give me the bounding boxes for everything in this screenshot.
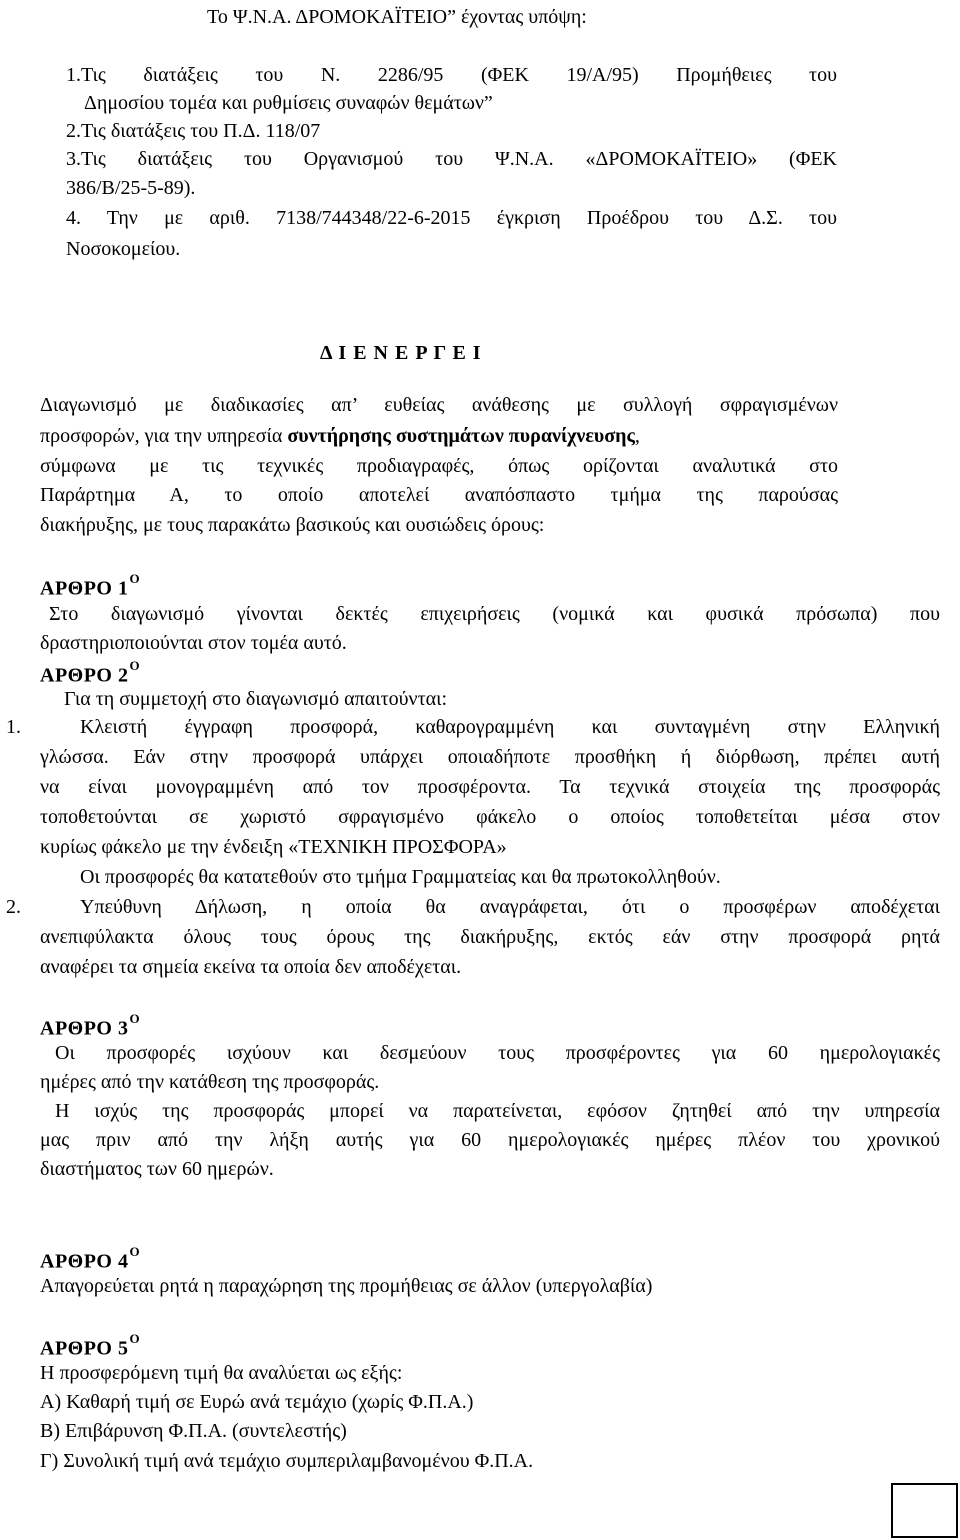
article-1-line-2: δραστηριοποιούνται στον τομέα αυτό.	[40, 632, 347, 654]
article-3-line-1: Οι προσφορές ισχύουν και δεσμεύουν τους προσφέροντες για 60 ημερολογιακές	[55, 1042, 940, 1064]
article-5-item-a: Α) Καθαρή τιμή σε Ευρώ ανά τεμάχιο (χωρίς Φ.Π.Α.)	[40, 1391, 474, 1413]
article-5-item-c: Γ) Συνολική τιμή ανά τεμάχιο συμπεριλαμβανομένου Φ.Π.Α.	[40, 1450, 534, 1472]
article-2-item-2-line-3: αναφέρει τα σημεία εκείνα τα οποία δεν αποδέχεται.	[40, 956, 462, 978]
article-3-heading	[40, 1012, 140, 1040]
preamble-line-3: σύμφωνα με τις τεχνικές προδιαγραφές, όπως ορίζονται αναλυτικά στο	[40, 455, 838, 477]
preamble-line-5: διακήρυξης, με τους παρακάτω βασικούς και ουσιώδεις όρους:	[40, 514, 545, 536]
article-ordinal-mark: Ο	[129, 1331, 141, 1346]
preamble-line-1: Διαγωνισμό με διαδικασίες απ’ ευθείας ανάθεσης με συλλογή σφραγισμένων	[40, 394, 838, 416]
article-2-item-1-number: 1.	[6, 716, 21, 738]
consideration-1-line-1: 1.Τις διατάξεις του Ν. 2286/95 (ΦΕΚ 19/Α/95) Προμήθειες του	[66, 64, 837, 86]
article-2-intro: Για τη συμμετοχή στο διαγωνισμό απαιτούνται:	[64, 688, 448, 710]
service-subject: συντήρησης συστημάτων πυρανίχνευσης	[287, 425, 635, 447]
consideration-2: 2.Τις διατάξεις του Π.Δ. 118/07	[66, 120, 321, 142]
article-5-item-b: Β) Επιβάρυνση Φ.Π.Α. (συντελεστής)	[40, 1420, 347, 1442]
article-2-item-1-line-1: Κλειστή έγγραφη προσφορά, καθαρογραμμένη και συνταγμένη στην Ελληνική	[80, 716, 940, 738]
article-2-item-1-line-2: γλώσσα. Εάν στην προσφορά υπάρχει οποιαδήποτε προσθήκη ή διόρθωση, πρέπει αυτή	[40, 746, 940, 768]
article-5-line-1: Η προσφερόμενη τιμή θα αναλύεται ως εξής:	[40, 1362, 403, 1384]
article-2-item-2-line-2: ανεπιφύλακτα όλους τους όρους της διακήρυξης, εκτός εάν στην προσφορά ρητά	[40, 926, 940, 948]
article-number: 1	[118, 577, 129, 600]
article-3-line-3: Η ισχύς της προσφοράς μπορεί να παρατείνεται, εφόσον ζητηθεί από την υπηρεσία	[55, 1100, 940, 1122]
article-word: ΑΡΘΡΟ	[40, 1337, 113, 1360]
preamble-line-4: Παράρτημα Α, το οποίο αποτελεί αναπόσπαστο τμήμα της παρούσας	[40, 484, 838, 506]
article-ordinal-mark: Ο	[129, 571, 141, 586]
article-4-heading	[40, 1245, 140, 1273]
consideration-3-line-2: 386/Β/25-5-89).	[66, 177, 196, 199]
article-1-heading	[40, 572, 140, 600]
article-word: ΑΡΘΡΟ	[40, 1250, 113, 1273]
article-2-item-2-number: 2.	[6, 896, 21, 918]
article-5-heading	[40, 1332, 140, 1360]
article-2-heading	[40, 659, 140, 687]
article-3-line-5: διαστήματος των 60 ημερών.	[40, 1158, 274, 1180]
preamble-line-2-comma: ,	[634, 425, 640, 447]
article-word: ΑΡΘΡΟ	[40, 577, 113, 600]
article-number: 4	[118, 1250, 129, 1273]
article-ordinal-mark: Ο	[129, 658, 141, 673]
article-number: 5	[118, 1337, 129, 1360]
preamble-line-2-text: προσφορών, για την υπηρεσία	[40, 425, 288, 447]
article-word: ΑΡΘΡΟ	[40, 1017, 113, 1040]
article-ordinal-mark: Ο	[129, 1244, 141, 1259]
article-number: 2	[118, 664, 129, 687]
article-2-item-1-line-6: Οι προσφορές θα κατατεθούν στο τμήμα Γραμματείας και θα πρωτοκολληθούν.	[80, 866, 721, 888]
article-word: ΑΡΘΡΟ	[40, 664, 113, 687]
consideration-4-line-1: 4. Την με αριθ. 7138/744348/22-6-2015 έγκριση Προέδρου του Δ.Σ. του	[66, 207, 837, 229]
decision-heading: Δ Ι Ε Ν Ε Ρ Γ Ε Ι	[320, 342, 482, 364]
article-2-item-2-line-1: Υπεύθυνη Δήλωση, η οποία θα αναγράφεται, ότι ο προσφέρων αποδέχεται	[80, 896, 940, 918]
page-number-box	[891, 1483, 958, 1538]
preamble-line-2	[40, 425, 640, 447]
article-2-item-1-line-3: να είναι μονογραμμένη από τον προσφέροντα. Τα τεχνικά στοιχεία της προσφοράς	[40, 776, 940, 798]
article-ordinal-mark: Ο	[129, 1011, 141, 1026]
article-3-line-2: ημέρες από την κατάθεση της προσφοράς.	[40, 1071, 380, 1093]
consideration-4-line-2: Νοσοκομείου.	[66, 238, 181, 260]
article-2-item-1-line-5: κυρίως φάκελο με την ένδειξη «ΤΕΧΝΙΚΗ ΠΡΟΣΦΟΡΑ»	[40, 836, 507, 858]
consideration-3-line-1: 3.Τις διατάξεις του Οργανισμού του Ψ.Ν.Α. «ΔΡΟΜΟΚΑΪΤΕΙΟ» (ΦΕΚ	[66, 148, 837, 170]
article-4-line-1: Απαγορεύεται ρητά η παραχώρηση της προμήθειας σε άλλον (υπεργολαβία)	[40, 1275, 653, 1297]
article-1-line-1: Στο διαγωνισμό γίνονται δεκτές επιχειρήσεις (νομικά και φυσικά πρόσωπα) που	[49, 603, 940, 625]
article-number: 3	[118, 1017, 129, 1040]
intro-line: Το Ψ.Ν.Α. ΔΡΟΜΟΚΑΪΤΕΙΟ” έχοντας υπόψη:	[207, 6, 587, 28]
consideration-1-line-2: Δημοσίου τομέα και ρυθμίσεις συναφών θεμάτων”	[84, 92, 493, 114]
article-2-item-1-line-4: τοποθετούνται σε χωριστό σφραγισμένο φάκελο ο οποίος τοποθετείται μέσα στον	[40, 806, 940, 828]
article-3-line-4: μας πριν από την λήξη αυτής για 60 ημερολογιακές ημέρες πλέον του χρονικού	[40, 1129, 940, 1151]
